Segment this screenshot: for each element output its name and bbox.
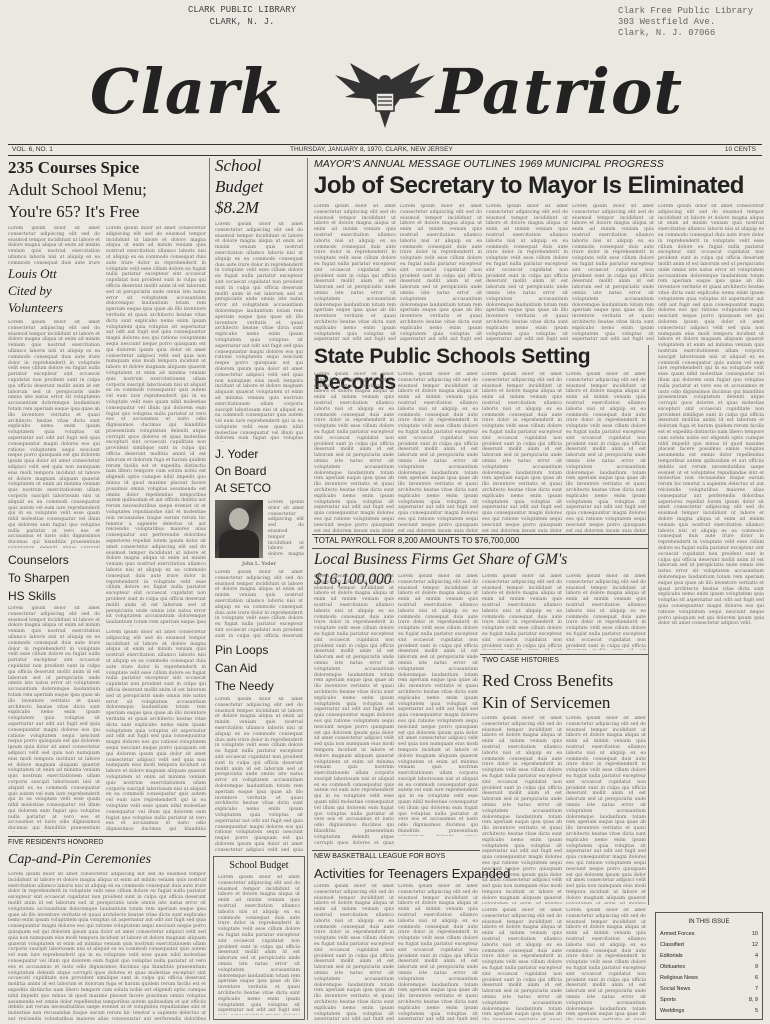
subhead-counselors-2: To Sharpen bbox=[8, 571, 70, 585]
index-label: Weddings bbox=[660, 1008, 685, 1014]
library-stamp-left bbox=[182, 4, 302, 28]
article-body bbox=[8, 606, 100, 832]
subhead-pin-loops-3: The Needy bbox=[215, 679, 274, 693]
section-rule bbox=[312, 534, 648, 535]
article-body bbox=[486, 204, 568, 342]
article-body bbox=[482, 908, 562, 1020]
eagle-icon bbox=[330, 53, 440, 133]
index-label: Religious News bbox=[660, 975, 698, 981]
article-body bbox=[8, 320, 100, 548]
index-page: 5 bbox=[754, 1008, 758, 1014]
index-label: Armed Forces bbox=[660, 931, 695, 937]
article-body bbox=[398, 574, 478, 836]
masthead bbox=[40, 55, 730, 135]
article-body bbox=[215, 570, 303, 640]
index-row[interactable] bbox=[660, 1006, 758, 1017]
in-this-issue-box bbox=[655, 912, 763, 1020]
index-row[interactable] bbox=[660, 973, 758, 984]
headline-school-budget-1: School bbox=[215, 156, 262, 175]
article-body bbox=[398, 372, 478, 532]
stamp-line: CLARK, N. J. bbox=[209, 17, 275, 27]
price: 10 CENTS bbox=[724, 146, 756, 153]
headline-secretary-eliminated: Job of Secretary to Mayor Is Eliminated bbox=[314, 172, 744, 199]
index-page: 7 bbox=[754, 986, 758, 992]
subhead-louis-ott-2: Cited by bbox=[8, 283, 52, 298]
headline-state-schools: State Public Schools Setting Records bbox=[314, 345, 591, 394]
index-page: 9 bbox=[754, 964, 758, 970]
subhead-counselors-1: Counselors bbox=[8, 553, 69, 567]
article-body bbox=[314, 372, 394, 532]
index-row[interactable] bbox=[660, 951, 758, 962]
subhead-pin-loops-2: Can Aid bbox=[215, 661, 258, 675]
section-rule bbox=[312, 850, 480, 851]
index-label: Sports bbox=[660, 997, 676, 1003]
article-body bbox=[314, 204, 396, 342]
headline-business-firms: Local Business Firms Get Share of GM's $16,100,000 bbox=[314, 551, 568, 588]
index-row[interactable] bbox=[660, 995, 758, 1006]
index-row[interactable] bbox=[660, 984, 758, 995]
article-body bbox=[8, 226, 100, 266]
headline-school-budget-3: $8.2M bbox=[215, 198, 259, 217]
subhead-louis-ott-3: Volunteers bbox=[8, 300, 63, 315]
subhead-louis-ott-1: Louis Ott bbox=[8, 266, 57, 281]
column-rule bbox=[209, 158, 210, 1020]
school-budget-box bbox=[213, 856, 305, 1020]
masthead-patriot: Patriot bbox=[436, 55, 683, 128]
index-title: IN THIS ISSUE bbox=[688, 919, 730, 925]
article-body bbox=[398, 884, 478, 1020]
index-label: Classified bbox=[660, 942, 684, 948]
article-body bbox=[658, 204, 764, 904]
subhead-counselors-3: HS Skills bbox=[8, 589, 57, 603]
article-body bbox=[215, 697, 303, 852]
article-body bbox=[268, 500, 304, 558]
subhead-yoder-3: At SETCO bbox=[215, 481, 272, 495]
section-rule bbox=[312, 548, 648, 549]
subhead-pin-loops-1: Pin Loops bbox=[215, 643, 269, 657]
masthead-clark: Clark bbox=[90, 55, 284, 128]
section-rule bbox=[8, 836, 206, 837]
article-body bbox=[314, 574, 394, 846]
section-label-case-histories: TWO CASE HISTORIES bbox=[482, 657, 559, 664]
photo-caption: John L. Yoder bbox=[242, 561, 276, 567]
kicker-mayor-message: MAYOR'S ANNUAL MESSAGE OUTLINES 1969 MUNICIPAL PROGRESS bbox=[314, 158, 664, 170]
article-body bbox=[566, 574, 646, 650]
article-body bbox=[482, 372, 562, 532]
index-page: 10 bbox=[751, 931, 758, 937]
article-body bbox=[215, 222, 303, 442]
index-page: 4 bbox=[754, 953, 758, 959]
stamp-line: Clark, N. J. 07066 bbox=[618, 28, 716, 38]
dateline-bar bbox=[8, 144, 762, 156]
stamp-line: Clark Free Public Library bbox=[618, 6, 754, 16]
article-body bbox=[566, 908, 646, 1020]
index-row[interactable] bbox=[660, 940, 758, 951]
section-label-basketball: NEW BASKETBALL LEAGUE FOR BOYS bbox=[314, 853, 446, 860]
index-row[interactable] bbox=[660, 929, 758, 940]
subhead-yoder-2: On Board bbox=[215, 464, 267, 478]
index-label: Editorials bbox=[660, 953, 683, 959]
volume-number: VOL. 6, NO. 1 bbox=[12, 146, 53, 153]
headline-red-cross-2: Kin of Servicemen bbox=[482, 693, 611, 712]
headline-cap-and-pin: Cap-and-Pin Ceremonies bbox=[8, 852, 151, 867]
headline-red-cross-1: Red Cross Benefits bbox=[482, 671, 614, 690]
headline-school-budget-2: Budget bbox=[215, 177, 264, 196]
box-headline: School Budget bbox=[229, 860, 289, 871]
article-body bbox=[566, 372, 646, 532]
headline-total-payroll: TOTAL PAYROLL FOR 8,200 AMOUNTS TO $76,700,000 bbox=[314, 536, 520, 545]
article-body bbox=[8, 872, 206, 1020]
stamp-line: 303 Westfield Ave. bbox=[618, 17, 716, 27]
headline-teen-activities: Activities for Teenagers Expanded bbox=[314, 866, 511, 881]
article-body bbox=[482, 574, 562, 650]
section-label-five-residents: FIVE RESIDENTS HONORED bbox=[8, 839, 104, 846]
issue-date: THURSDAY, JANUARY 8, 1970, CLARK, NEW JERSEY bbox=[290, 146, 453, 153]
article-body bbox=[106, 226, 206, 626]
index-page: 12 bbox=[751, 942, 758, 948]
headline-adult-school-2: Adult School Menu; bbox=[8, 180, 147, 199]
article-body bbox=[400, 204, 482, 342]
section-rule bbox=[480, 654, 648, 655]
article-body bbox=[106, 630, 206, 832]
index-page: 6 bbox=[754, 975, 758, 981]
subhead-yoder-1: J. Yoder bbox=[215, 447, 259, 461]
headline-adult-school-1: 235 Courses Spice bbox=[8, 158, 140, 177]
index-page: 8, 9 bbox=[748, 997, 758, 1003]
column-rule bbox=[307, 158, 308, 1020]
article-body bbox=[572, 204, 654, 342]
library-stamp-right bbox=[618, 6, 758, 39]
article-body bbox=[314, 884, 394, 1020]
headline-adult-school-3: You're 65? It's Free bbox=[8, 202, 140, 221]
index-label: Obituaries bbox=[660, 964, 686, 970]
stamp-line: CLARK PUBLIC LIBRARY bbox=[187, 5, 297, 15]
index-row[interactable] bbox=[660, 962, 758, 973]
box-body bbox=[218, 875, 300, 1015]
photo-john-yoder bbox=[215, 500, 263, 558]
column-rule bbox=[648, 345, 649, 905]
index-label: Social News bbox=[660, 986, 691, 992]
